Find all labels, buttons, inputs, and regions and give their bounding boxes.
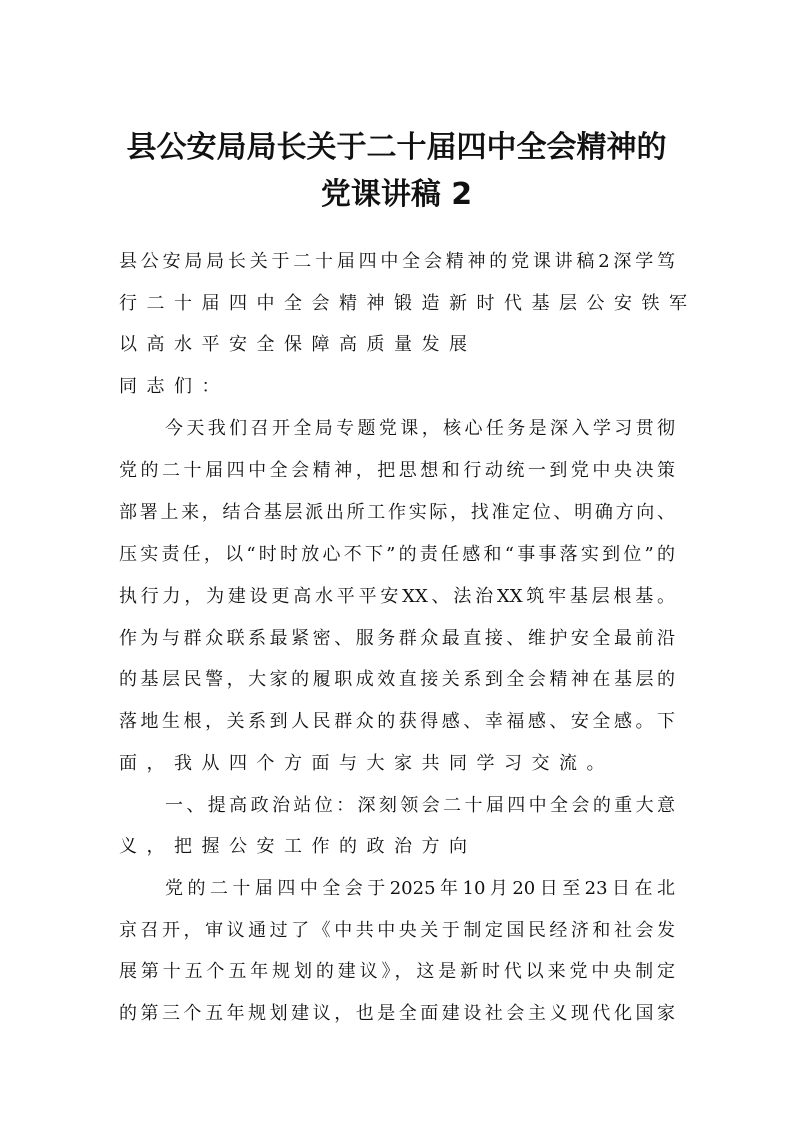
body-line: 展第十五个五年规划的建议》，这是新时代以来党中央制定: [119, 961, 675, 982]
body-line: 党的二十届四中全会精神，把思想和行动统一到党中央决策: [119, 460, 675, 481]
body-line: 行二十届四中全会精神锻造新时代基层公安铁军: [119, 293, 697, 314]
body-line: 部署上来，结合基层派出所工作实际，找准定位、明确方向、: [119, 502, 675, 523]
document-title-line-2: 党课讲稿 2: [320, 177, 473, 212]
body-line: 作为与群众联系最紧密、服务群众最直接、维护安全最前沿: [119, 628, 675, 649]
body-line: 执行力，为建设更高水平平安XX、法治XX筑牢基层根基。: [119, 586, 675, 607]
body-line: 压实责任，以“时时放心不下”的责任感和“事事落实到位”的: [119, 544, 675, 565]
body-line: 的基层民警，大家的履职成效直接关系到全会精神在基层的: [119, 669, 675, 690]
body-line: 面，我从四个方面与大家共同学习交流。: [119, 753, 614, 774]
section-heading-line: 义，把握公安工作的政治方向: [119, 836, 477, 857]
body-line: 落地生根，关系到人民群众的获得感、幸福感、安全感。下: [119, 711, 675, 732]
body-line: 京召开，审议通过了《中共中央关于制定国民经济和社会发: [119, 920, 675, 941]
section-heading-line: 一、提高政治站位：深刻领会二十届四中全会的重大意: [165, 795, 675, 816]
body-line: 县公安局局长关于二十届四中全会精神的党课讲稿2深学笃: [119, 251, 675, 272]
body-line: 的第三个五年规划建议，也是全面建设社会主义现代化国家: [119, 1003, 675, 1024]
body-line: 以高水平安全保障高质量发展: [119, 334, 477, 355]
body-line: 党的二十届四中全会于2025年10月20日至23日在北: [165, 878, 675, 899]
document-title-line-1: 县公安局局长关于二十届四中全会精神的: [126, 130, 667, 165]
salutation: 同志们：: [119, 376, 229, 397]
body-line: 今天我们召开全局专题党课，核心任务是深入学习贯彻: [165, 418, 675, 439]
